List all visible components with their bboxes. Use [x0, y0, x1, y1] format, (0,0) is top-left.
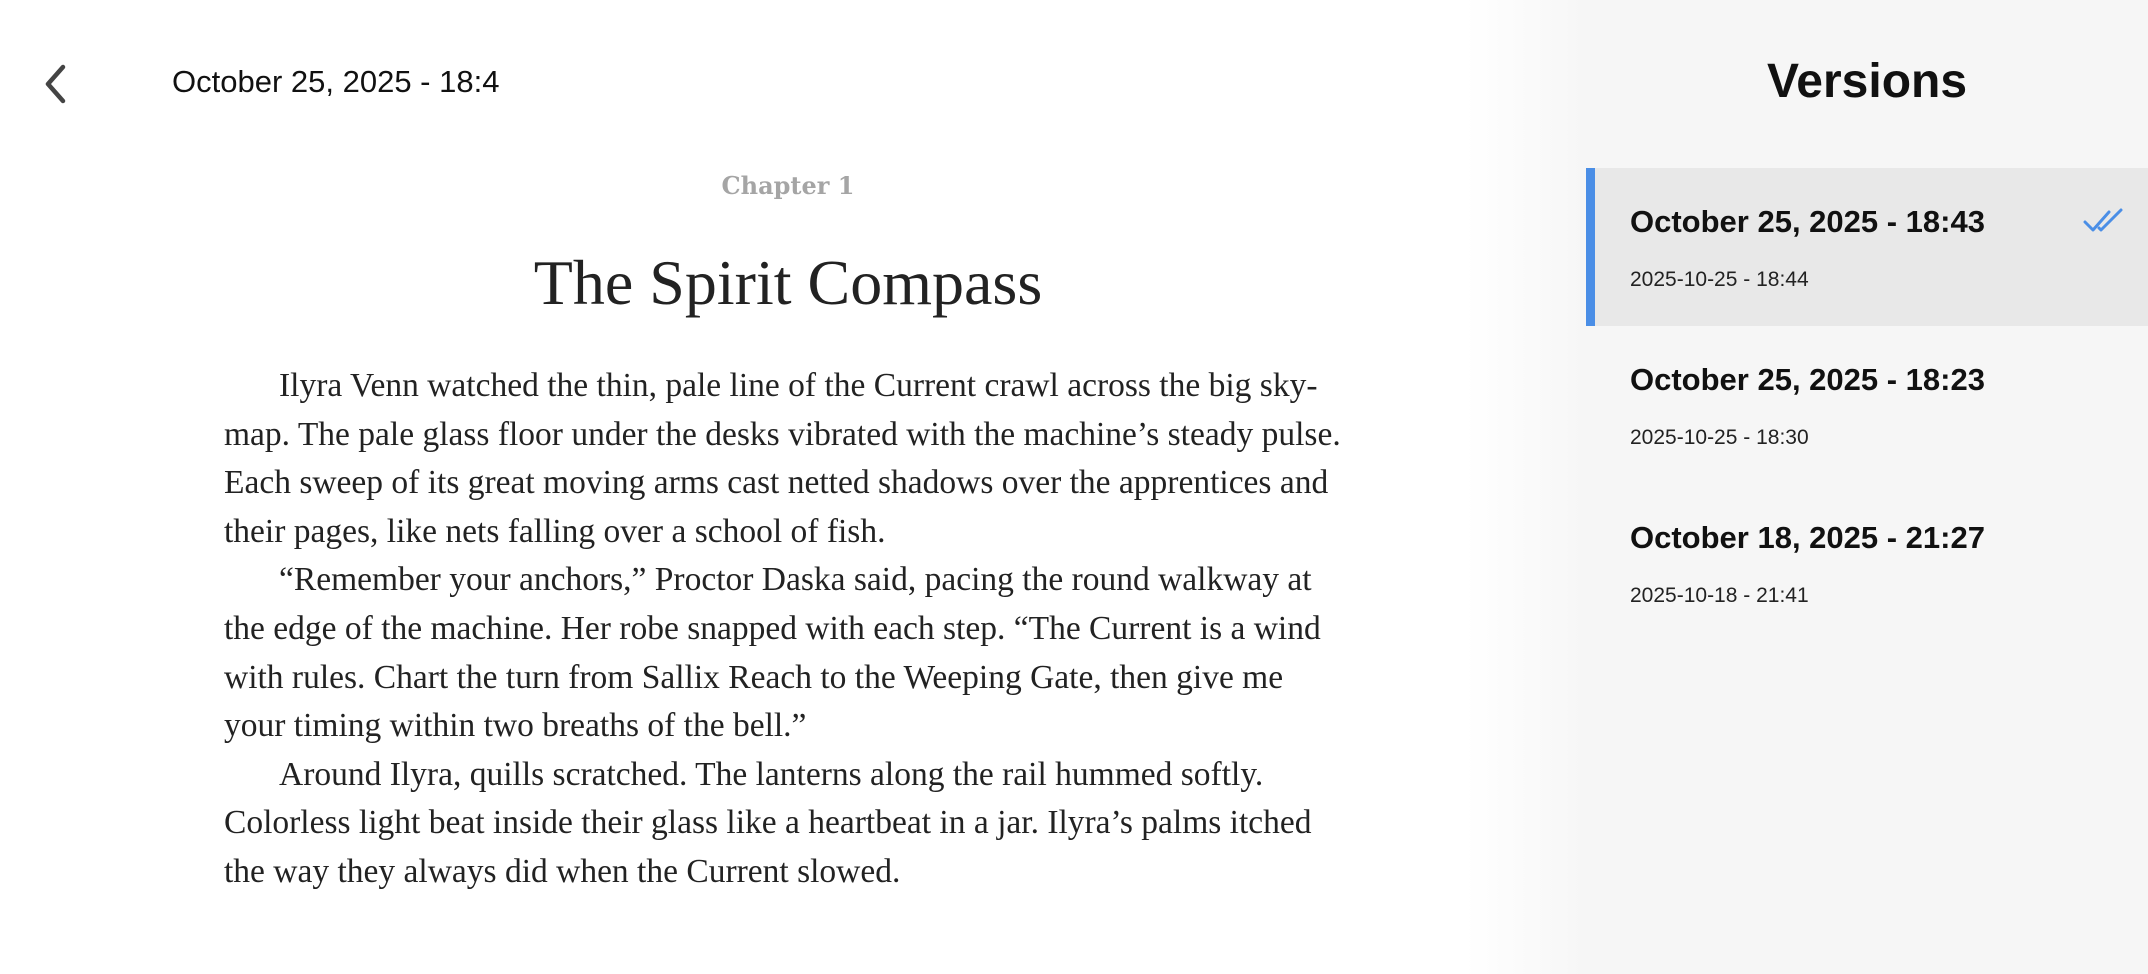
chapter-paragraph: Around Ilyra, quills scratched. The lanterns along the rail hummed softly. Colorless light beat inside their glass like a heartbeat in a jar. Ilyra’s palms itched the way they always did when the Current slowed. [224, 755, 1312, 890]
chapter-label: Chapter 1 [721, 171, 855, 200]
document-version-title: October 25, 2025 - 18:4 [172, 64, 500, 99]
version-item[interactable] [1586, 484, 2148, 642]
back-button[interactable] [30, 58, 82, 110]
version-timestamp: 2025-10-18 - 21:41 [1630, 584, 1809, 607]
version-name: October 25, 2025 - 18:43 [1630, 204, 1985, 239]
version-name: October 25, 2025 - 18:23 [1630, 362, 1985, 397]
chapter-paragraph: “Remember your anchors,” Proctor Daska said, pacing the round walkway at the edge of the machine. Her robe snapped with each step. “The Current is a wind with rules. Chart the turn from Sallix Reach to the Weeping Gate, then give me your timing within two breaths of the bell.” [224, 561, 1321, 745]
chapter-paragraph: Ilyra Venn watched the thin, pale line of the Current crawl across the big sky-map. The pale glass floor under the desks vibrated with the machine’s steady pulse. Each sweep of its great moving arms cast netted shadows over the apprentices and their pages, like nets falling over a school of fish. [224, 367, 1341, 550]
chapter-title: The Spirit Compass [533, 247, 1043, 318]
versions-title: Versions [1766, 55, 1968, 108]
version-item[interactable] [1586, 168, 2148, 326]
chevron-left-icon [41, 63, 71, 105]
chapter-body [224, 362, 1352, 897]
version-item[interactable] [1586, 326, 2148, 484]
version-timestamp: 2025-10-25 - 18:44 [1630, 268, 1809, 291]
versions-sidebar [1586, 0, 2148, 974]
version-timestamp: 2025-10-25 - 18:30 [1630, 426, 1809, 449]
double-check-icon [2083, 206, 2127, 236]
version-name: October 18, 2025 - 21:27 [1630, 520, 1985, 555]
version-list [1586, 168, 2148, 642]
reader-fade-edge [1466, 0, 1586, 974]
selected-indicator [1586, 168, 1595, 326]
